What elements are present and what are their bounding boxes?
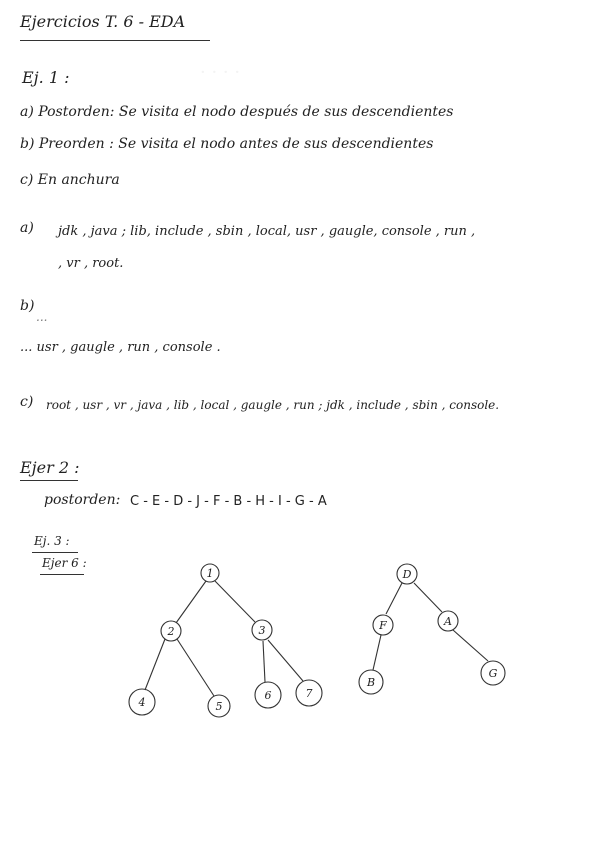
ej1-a-line: a) Postorden: Se visita el nodo después de sus descendientes	[20, 104, 454, 120]
postorden-label: postorden:	[44, 492, 121, 508]
ghost-watermark: · · · ·	[200, 62, 241, 83]
edge-1-2	[176, 581, 206, 623]
list-a-marker: a)	[20, 220, 34, 236]
node-label-1: 1	[206, 567, 214, 580]
node-label-G: G	[488, 667, 498, 680]
node-label-2: 2	[167, 625, 175, 638]
node-label-4: 4	[138, 696, 146, 709]
edge-D-F	[386, 583, 402, 614]
list-b-line2: ... usr , gaugle , run , console .	[20, 340, 221, 355]
node-label-5: 5	[215, 700, 223, 713]
node-label-3: 3	[258, 624, 266, 637]
node-label-F: F	[379, 619, 387, 632]
ej1-c-line: c) En anchura	[20, 172, 120, 188]
list-c-marker: c)	[20, 394, 34, 410]
list-c-line: root , usr , vr , java , lib , local , gaugle , run ; jdk , include , sbin , console.	[46, 398, 500, 412]
node-label-6: 6	[264, 689, 272, 702]
node-label-B: B	[366, 676, 376, 689]
node-label-A: A	[444, 615, 452, 628]
edge-3-6	[263, 641, 265, 682]
list-b-marker: b)	[20, 298, 35, 314]
ej3-heading: Ej. 3 :	[34, 534, 70, 548]
edge-A-G	[453, 630, 488, 661]
edge-1-3	[215, 581, 255, 622]
left-tree	[129, 564, 322, 717]
list-a-line1: jdk , java ; lib, include , sbin , local, usr , gaugle, console , run ,	[58, 224, 476, 239]
right-tree	[359, 564, 505, 694]
list-b-line1: ...	[36, 310, 48, 324]
postorden-sequence: C - E - D - J - F - B - H - I - G - A	[130, 494, 327, 509]
edge-2-4	[145, 639, 165, 690]
ej2-heading: Ejer 2 :	[20, 458, 80, 477]
edge-3-7	[268, 640, 303, 681]
edge-2-5	[177, 639, 214, 696]
ej1-heading: Ej. 1 :	[22, 68, 70, 87]
node-label-7: 7	[305, 687, 313, 700]
edge-D-A	[414, 583, 442, 612]
list-a-line2: , vr , root.	[58, 256, 124, 271]
page-title: Ejercicios T. 6 - EDA	[20, 12, 186, 31]
ej1-b-line: b) Preorden : Se visita el nodo antes de sus descendientes	[20, 136, 434, 152]
edge-F-B	[373, 635, 381, 670]
node-label-D: D	[402, 568, 412, 581]
ej6-heading: Ejer 6 :	[42, 556, 87, 570]
